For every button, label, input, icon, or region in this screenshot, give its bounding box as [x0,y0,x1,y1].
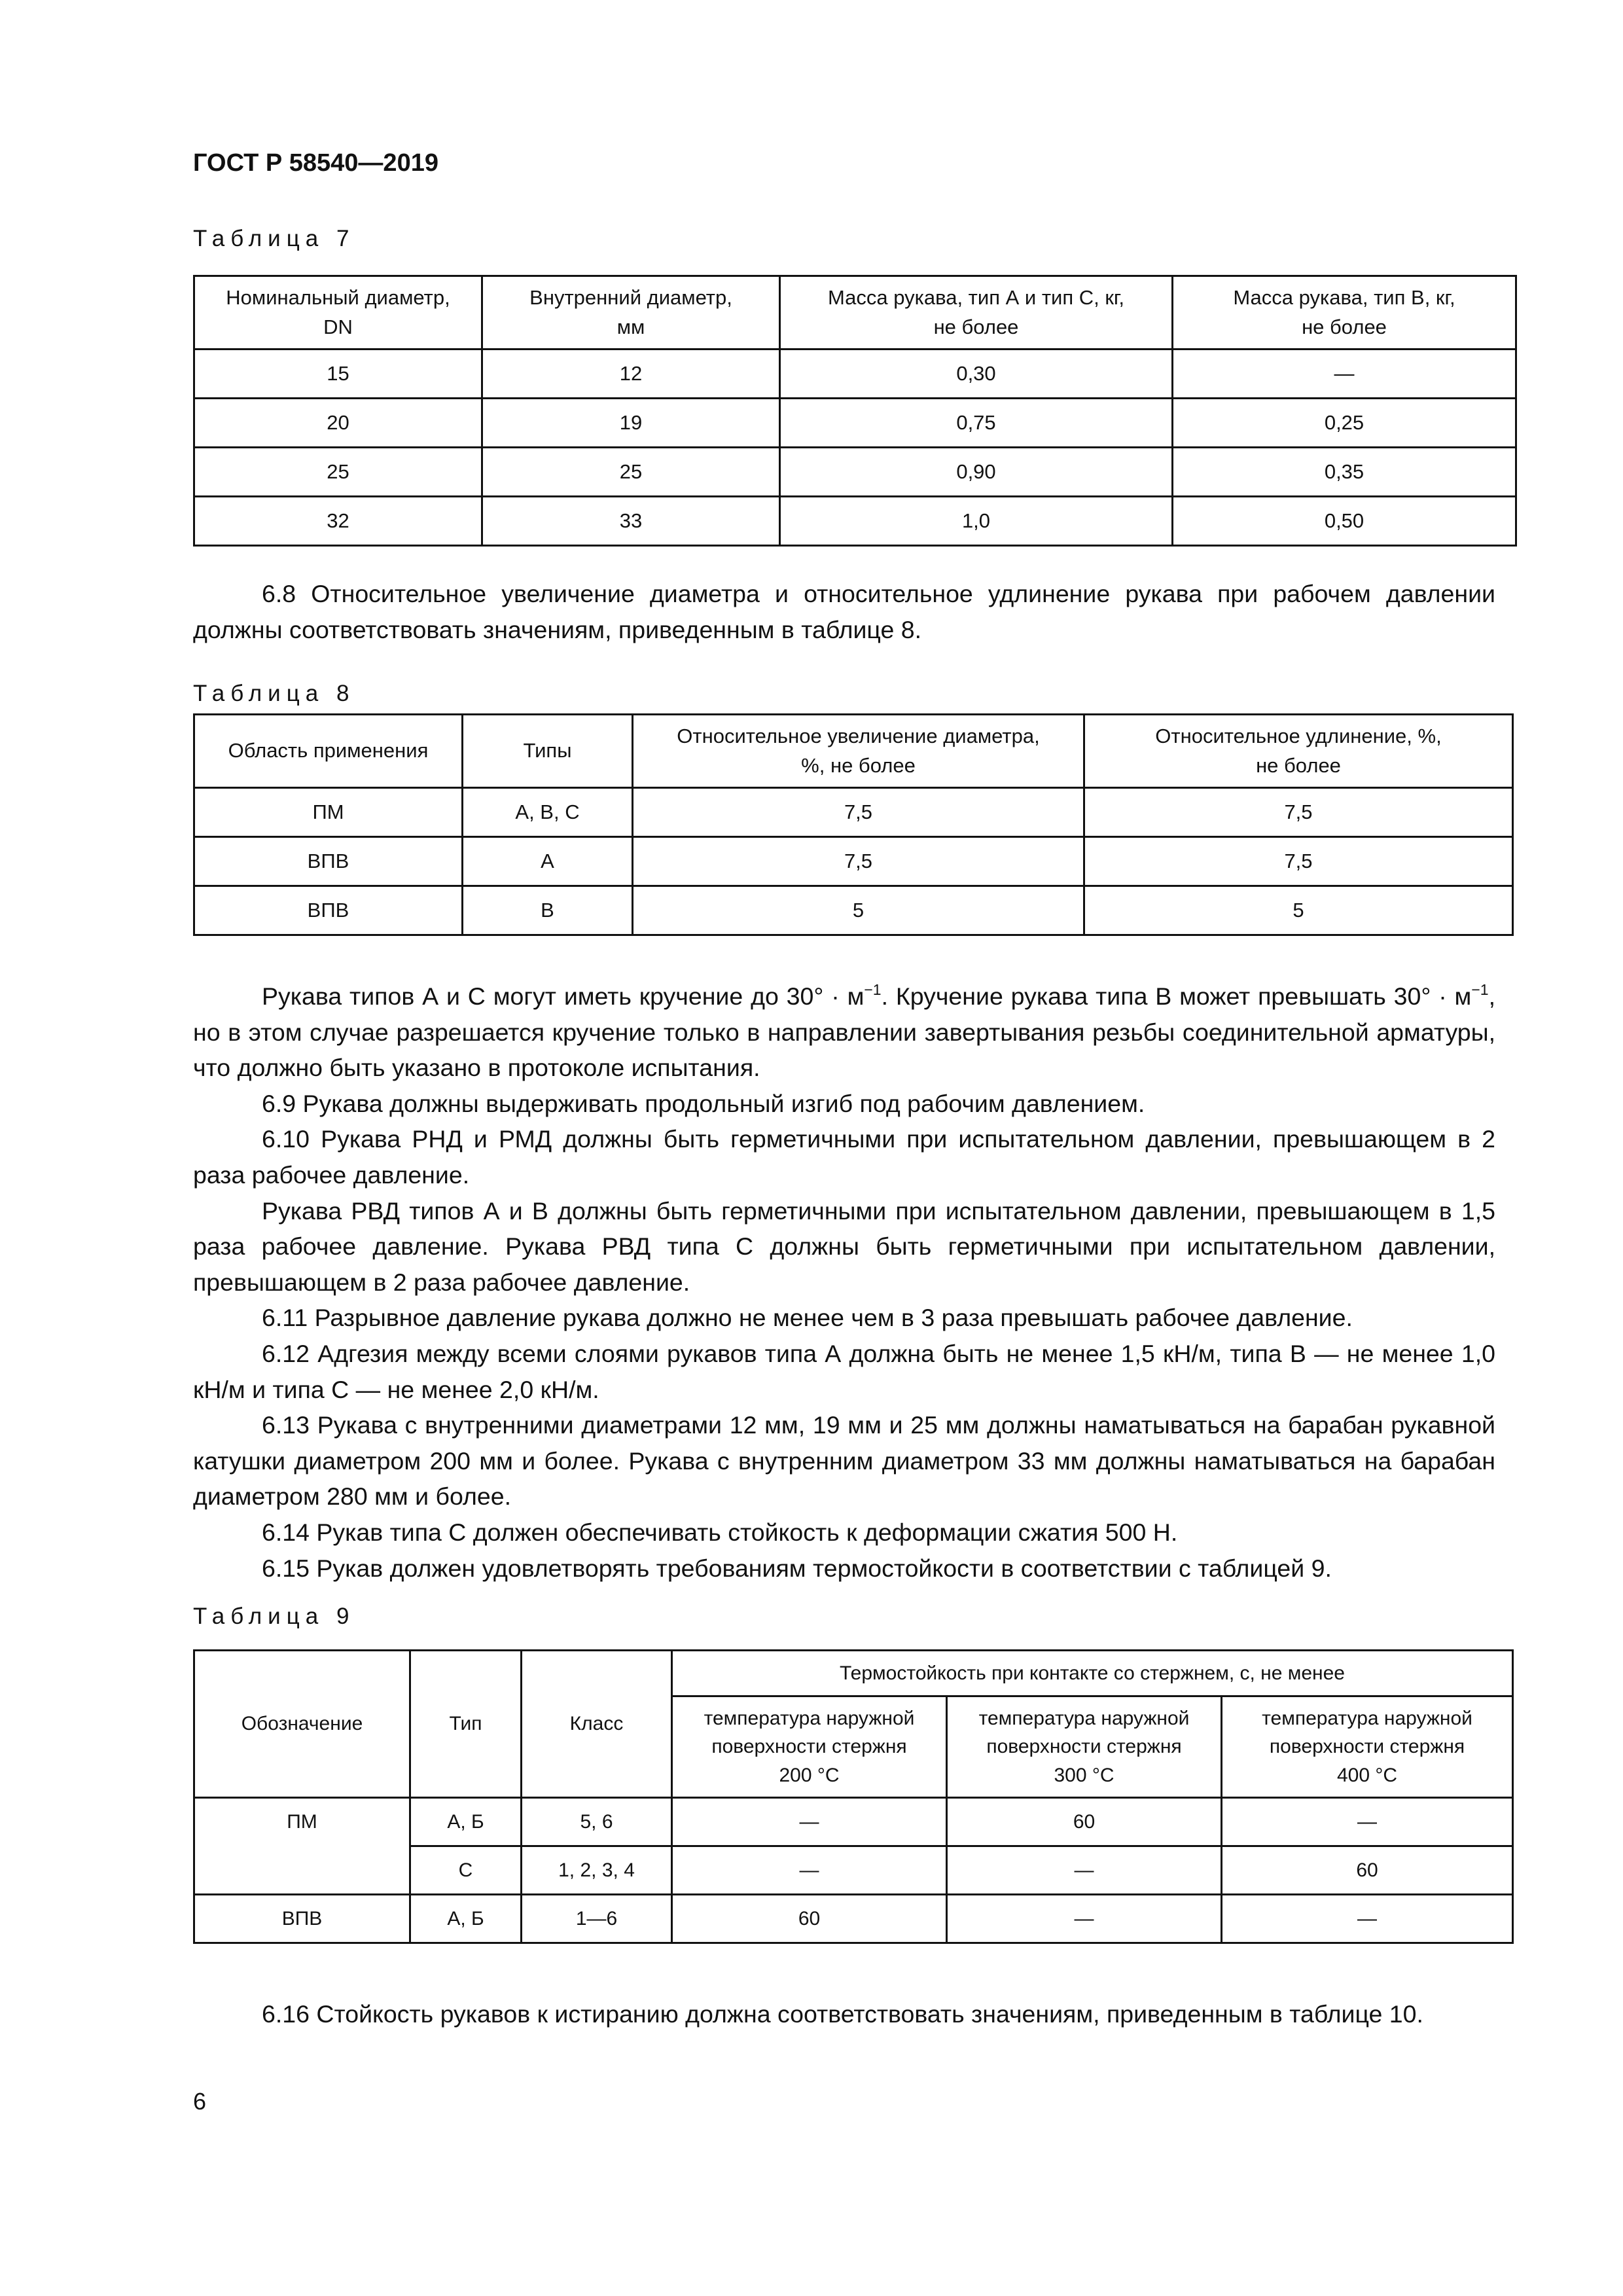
table-cell: 0,25 [1173,399,1516,448]
table-cell: 5, 6 [522,1798,672,1846]
table-row [194,837,1513,886]
table-cell: 15 [194,350,482,399]
table9-header-subcell: температура наружной поверхности стержня 400 °С [1222,1696,1513,1798]
table7-header-cell: Масса рукава, тип В, кг, не более [1173,276,1516,350]
body-paragraphs [193,978,1495,1586]
table-cell: А [463,837,633,886]
table-cell: 5 [633,886,1084,935]
table7-header-row [194,276,1516,350]
table8 [193,713,1514,936]
table-cell: ВПВ [194,837,463,886]
table-cell: 1, 2, 3, 4 [522,1846,672,1895]
table-cell: 0,30 [780,350,1173,399]
table-row [194,399,1516,448]
table8-caption: Таблица 8 [193,681,355,706]
table-cell: 0,35 [1173,448,1516,497]
table7-header-cell: Масса рукава, тип А и тип С, кг, не более [780,276,1173,350]
table-cell: 7,5 [1084,788,1513,837]
paragraph-6-11: 6.11 Разрывное давление рукава должно не менее чем в 3 раза превышать рабочее давление. [262,1304,1353,1332]
table7 [193,275,1517,547]
paragraph-6-9: 6.9 Рукава должны выдерживать продольный изгиб под рабочим давлением. [262,1089,1145,1117]
paragraph-6-13: 6.13 Рукава с внутренними диаметрами 12 мм, 19 мм и 25 мм должны наматываться на барабан рукавной катушки диаметром 200 мм и более. Рукава с внутренним диаметром 33 мм должны наматываться на барабан диаметром 280 мм и более. [193,1411,1495,1511]
twist-paragraph [193,978,1495,1086]
table9-caption: Таблица 9 [193,1604,355,1629]
table-row [194,497,1516,546]
table-cell: 60 [947,1798,1222,1846]
table-cell: 32 [194,497,482,546]
table7-header-cell: Номинальный диаметр, DN [194,276,482,350]
table8-header-row [194,715,1513,788]
table-cell: 7,5 [633,788,1084,837]
table7-caption: Таблица 7 [193,226,355,251]
table-row [194,886,1513,935]
table-cell: — [672,1798,947,1846]
table9-header-designation: Обозначение [194,1651,410,1798]
table-cell: — [1222,1798,1513,1846]
table-cell: 25 [194,448,482,497]
table9-header-subcell: температура наружной поверхности стержня 200 °С [672,1696,947,1798]
table9-header-class: Класс [522,1651,672,1798]
twist-text-2: . Кручение рукава типа В может превышать 30° · м [881,982,1472,1010]
table8-header-cell: Относительное увеличение диаметра, %, не более [633,715,1084,788]
table-cell: 1—6 [522,1895,672,1943]
table-cell: 0,90 [780,448,1173,497]
table-cell: — [672,1846,947,1895]
table-cell: ПМ [194,788,463,837]
paragraph-6-8: 6.8 Относительное увеличение диаметра и относительное удлинение рукава при рабочем давлении должны соответствовать значениям, приведенным в таблице 8. [193,580,1495,643]
table-cell: — [947,1846,1222,1895]
table-cell: А, Б [410,1798,522,1846]
table-cell: 1,0 [780,497,1173,546]
table-cell: А, Б [410,1895,522,1943]
table-cell: 0,75 [780,399,1173,448]
paragraph-6-10: 6.10 Рукава РНД и РМД должны быть герметичными при испытательном давлении, превышающем в 2 раза рабочее давление. [193,1125,1495,1189]
table-cell: 33 [482,497,780,546]
table-cell: 25 [482,448,780,497]
table7-header-cell: Внутренний диаметр, мм [482,276,780,350]
paragraph-6-15: 6.15 Рукав должен удовлетворять требованиям термостойкости в соответствии с таблицей 9. [262,1554,1332,1582]
table9 [193,1649,1514,1944]
table-row [194,1895,1513,1943]
paragraph-6-8-block [193,576,1495,647]
table-row [194,448,1516,497]
table-cell: 7,5 [1084,837,1513,886]
paragraph-6-16: 6.16 Стойкость рукавов к истиранию должна соответствовать значениям, приведенным в таблице 10. [262,2000,1423,2028]
table9-header-group: Термостойкость при контакте со стержнем, с, не менее [672,1651,1513,1696]
table-cell: С [410,1846,522,1895]
table-cell: В [463,886,633,935]
table-row [194,350,1516,399]
paragraph-6-16-block [193,1996,1495,2032]
table-cell: — [1222,1895,1513,1943]
table-cell: 60 [672,1895,947,1943]
table-cell: А, В, С [463,788,633,837]
table-cell: 12 [482,350,780,399]
twist-exponent-2: −1 [1471,980,1489,998]
table-cell: 7,5 [633,837,1084,886]
paragraph-6-14: 6.14 Рукав типа С должен обеспечивать стойкость к деформации сжатия 500 Н. [262,1518,1178,1546]
table-cell: 5 [1084,886,1513,935]
table9-header-row-1 [194,1651,1513,1696]
table9-designation-vpv: ВПВ [194,1895,410,1943]
table-cell: 60 [1222,1846,1513,1895]
table9-designation-pm: ПМ [194,1798,410,1895]
table-row [194,1798,1513,1846]
table-cell: — [947,1895,1222,1943]
twist-exponent-1: −1 [864,980,882,998]
table-cell: 19 [482,399,780,448]
table9-header-type: Тип [410,1651,522,1798]
table8-header-cell: Область применения [194,715,463,788]
table9-header-subcell: температура наружной поверхности стержня 300 °С [947,1696,1222,1798]
paragraph-rvd: Рукава РВД типов А и В должны быть герметичными при испытательном давлении, превышающем в 1,5 раза рабочее давление. Рукава РВД типа С должны быть герметичными при испытательном давлении, превышающем в 2 раза рабочее давление. [193,1196,1495,1296]
paragraph-6-12: 6.12 Адгезия между всеми слоями рукавов типа А должна быть не менее 1,5 кН/м, типа В — не менее 1,0 кН/м и типа С — не менее 2,0 кН/м. [193,1339,1495,1403]
table-cell: — [1173,350,1516,399]
table-cell: 0,50 [1173,497,1516,546]
table-cell: ВПВ [194,886,463,935]
table-row [194,788,1513,837]
page-number: 6 [193,2088,207,2115]
twist-text-3: , но в этом случае разрешается кручение только в направлении завертывания резьбы соединительной арматуры, что должно быть указано в протоколе испытания. [193,982,1495,1082]
table8-header-cell: Относительное удлинение, %, не более [1084,715,1513,788]
twist-text-1: Рукава типов А и С могут иметь кручение до 30° · м [262,982,865,1010]
table8-header-cell: Типы [463,715,633,788]
document-header: ГОСТ Р 58540—2019 [193,149,438,177]
table-cell: 20 [194,399,482,448]
